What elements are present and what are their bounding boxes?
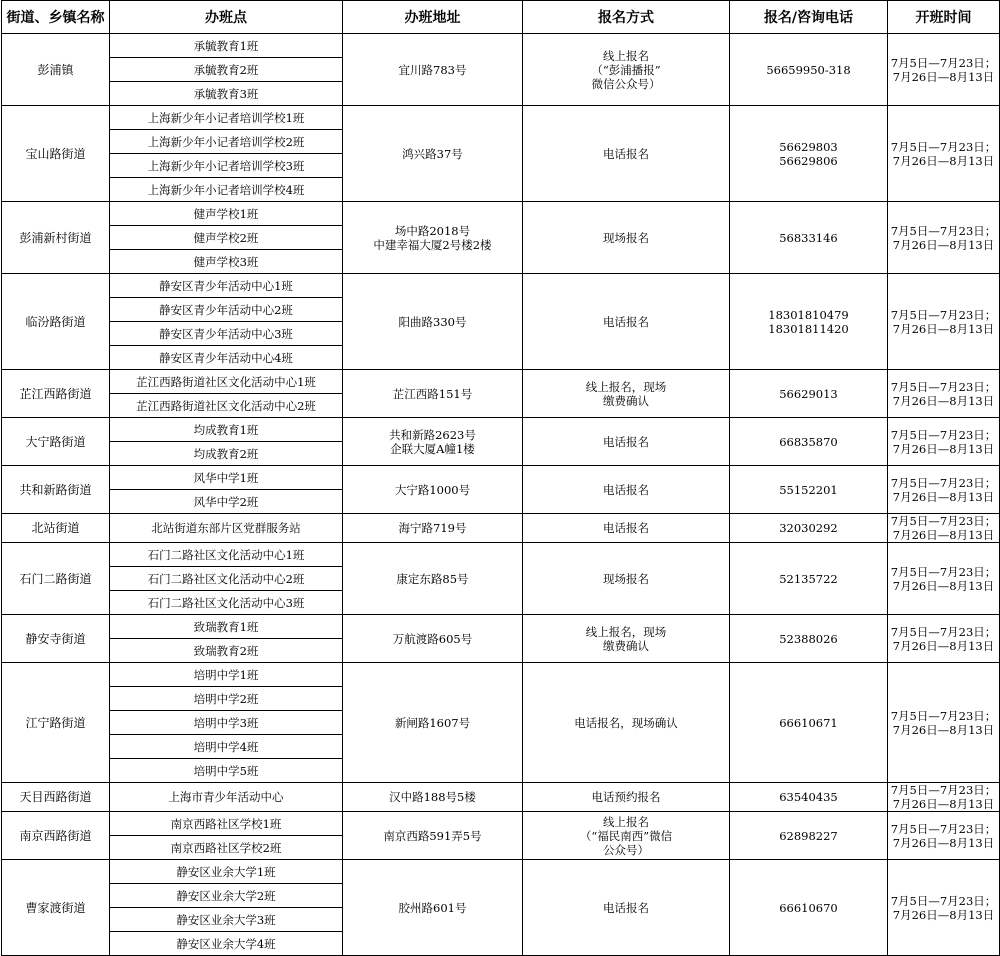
class-location-cell: 培明中学5班 xyxy=(110,759,343,783)
header-class-location: 办班点 xyxy=(110,1,343,34)
district-cell: 天目西路街道 xyxy=(2,783,110,812)
class-location-cell: 静安区业余大学2班 xyxy=(110,884,343,908)
address-cell: 海宁路719号 xyxy=(343,514,523,543)
phone-cell: 32030292 xyxy=(730,514,888,543)
district-cell: 静安寺街道 xyxy=(2,615,110,663)
class-location-cell: 芷江西路街道社区文化活动中心2班 xyxy=(110,394,343,418)
phone-cell: 18301810479 18301811420 xyxy=(730,274,888,370)
district-cell: 曹家渡街道 xyxy=(2,860,110,956)
time-cell: 7月5日—7月23日； 7月26日—8月13日 xyxy=(888,514,1000,543)
time-cell: 7月5日—7月23日； 7月26日—8月13日 xyxy=(888,615,1000,663)
class-location-cell: 健声学校1班 xyxy=(110,202,343,226)
phone-cell: 66610670 xyxy=(730,860,888,956)
method-cell: 电话报名 xyxy=(523,106,730,202)
class-location-cell: 上海新少年小记者培训学校2班 xyxy=(110,130,343,154)
phone-cell: 52388026 xyxy=(730,615,888,663)
table-row xyxy=(2,860,1000,884)
table-row xyxy=(2,663,1000,687)
method-cell: 电话报名 xyxy=(523,466,730,514)
table-row xyxy=(2,202,1000,226)
class-location-cell: 培明中学2班 xyxy=(110,687,343,711)
address-cell: 康定东路85号 xyxy=(343,543,523,615)
class-location-cell: 风华中学1班 xyxy=(110,466,343,490)
table-row xyxy=(2,783,1000,812)
address-cell: 共和新路2623号 企联大厦A幢1楼 xyxy=(343,418,523,466)
phone-cell: 56629803 56629806 xyxy=(730,106,888,202)
method-cell: 现场报名 xyxy=(523,543,730,615)
class-location-cell: 健声学校2班 xyxy=(110,226,343,250)
method-cell: 电话报名，现场确认 xyxy=(523,663,730,783)
time-cell: 7月5日—7月23日； 7月26日—8月13日 xyxy=(888,466,1000,514)
time-cell: 7月5日—7月23日； 7月26日—8月13日 xyxy=(888,370,1000,418)
table-body xyxy=(2,34,1000,956)
district-cell: 彭浦新村街道 xyxy=(2,202,110,274)
class-location-cell: 静安区青少年活动中心2班 xyxy=(110,298,343,322)
table-row xyxy=(2,370,1000,394)
table-row xyxy=(2,543,1000,567)
class-location-cell: 南京西路社区学校2班 xyxy=(110,836,343,860)
class-location-cell: 静安区业余大学1班 xyxy=(110,860,343,884)
class-location-cell: 培明中学3班 xyxy=(110,711,343,735)
class-location-cell: 培明中学4班 xyxy=(110,735,343,759)
district-cell: 共和新路街道 xyxy=(2,466,110,514)
table-row xyxy=(2,514,1000,543)
time-cell: 7月5日—7月23日； 7月26日—8月13日 xyxy=(888,274,1000,370)
district-cell: 大宁路街道 xyxy=(2,418,110,466)
class-location-cell: 石门二路社区文化活动中心2班 xyxy=(110,567,343,591)
method-cell: 电话报名 xyxy=(523,514,730,543)
table-row xyxy=(2,418,1000,442)
address-cell: 芷江西路151号 xyxy=(343,370,523,418)
table-row xyxy=(2,615,1000,639)
method-cell: 电话预约报名 xyxy=(523,783,730,812)
phone-cell: 62898227 xyxy=(730,812,888,860)
address-cell: 场中路2018号 中建幸福大厦2号楼2楼 xyxy=(343,202,523,274)
district-cell: 北站街道 xyxy=(2,514,110,543)
class-location-cell: 北站街道东部片区党群服务站 xyxy=(110,514,343,543)
phone-cell: 56659950-318 xyxy=(730,34,888,106)
phone-cell: 56629013 xyxy=(730,370,888,418)
class-location-cell: 风华中学2班 xyxy=(110,490,343,514)
class-location-cell: 静安区青少年活动中心3班 xyxy=(110,322,343,346)
header-start-time: 开班时间 xyxy=(888,1,1000,34)
phone-cell: 63540435 xyxy=(730,783,888,812)
table-row xyxy=(2,34,1000,58)
method-cell: 电话报名 xyxy=(523,418,730,466)
class-location-cell: 静安区业余大学4班 xyxy=(110,932,343,956)
address-cell: 胶州路601号 xyxy=(343,860,523,956)
header-signup-method: 报名方式 xyxy=(523,1,730,34)
phone-cell: 56833146 xyxy=(730,202,888,274)
header-district: 街道、乡镇名称 xyxy=(2,1,110,34)
class-location-cell: 健声学校3班 xyxy=(110,250,343,274)
class-location-cell: 均成教育2班 xyxy=(110,442,343,466)
time-cell: 7月5日—7月23日； 7月26日—8月13日 xyxy=(888,663,1000,783)
time-cell: 7月5日—7月23日； 7月26日—8月13日 xyxy=(888,106,1000,202)
class-location-cell: 致瑞教育1班 xyxy=(110,615,343,639)
time-cell: 7月5日—7月23日； 7月26日—8月13日 xyxy=(888,202,1000,274)
class-location-cell: 承毓教育2班 xyxy=(110,58,343,82)
method-cell: 线上报名 （“福民南西”微信 公众号） xyxy=(523,812,730,860)
class-location-cell: 培明中学1班 xyxy=(110,663,343,687)
method-cell: 电话报名 xyxy=(523,860,730,956)
class-location-cell: 均成教育1班 xyxy=(110,418,343,442)
class-location-cell: 致瑞教育2班 xyxy=(110,639,343,663)
class-location-cell: 石门二路社区文化活动中心1班 xyxy=(110,543,343,567)
table-row xyxy=(2,812,1000,836)
class-location-cell: 石门二路社区文化活动中心3班 xyxy=(110,591,343,615)
time-cell: 7月5日—7月23日； 7月26日—8月13日 xyxy=(888,812,1000,860)
phone-cell: 66610671 xyxy=(730,663,888,783)
method-cell: 电话报名 xyxy=(523,274,730,370)
address-cell: 鸿兴路37号 xyxy=(343,106,523,202)
district-cell: 临汾路街道 xyxy=(2,274,110,370)
district-cell: 石门二路街道 xyxy=(2,543,110,615)
class-location-cell: 南京西路社区学校1班 xyxy=(110,812,343,836)
class-location-cell: 静安区青少年活动中心4班 xyxy=(110,346,343,370)
header-phone: 报名/咨询电话 xyxy=(730,1,888,34)
district-cell: 彭浦镇 xyxy=(2,34,110,106)
phone-cell: 55152201 xyxy=(730,466,888,514)
class-location-cell: 上海新少年小记者培训学校4班 xyxy=(110,178,343,202)
district-cell: 宝山路街道 xyxy=(2,106,110,202)
address-cell: 宜川路783号 xyxy=(343,34,523,106)
time-cell: 7月5日—7月23日； 7月26日—8月13日 xyxy=(888,34,1000,106)
class-location-cell: 承毓教育1班 xyxy=(110,34,343,58)
class-schedule-table xyxy=(1,0,1000,956)
address-cell: 南京西路591弄5号 xyxy=(343,812,523,860)
header-row xyxy=(2,1,1000,34)
time-cell: 7月5日—7月23日； 7月26日—8月13日 xyxy=(888,418,1000,466)
time-cell: 7月5日—7月23日； 7月26日—8月13日 xyxy=(888,783,1000,812)
class-location-cell: 静安区青少年活动中心1班 xyxy=(110,274,343,298)
address-cell: 阳曲路330号 xyxy=(343,274,523,370)
table-row xyxy=(2,106,1000,130)
method-cell: 线上报名，现场 缴费确认 xyxy=(523,615,730,663)
class-location-cell: 上海市青少年活动中心 xyxy=(110,783,343,812)
header-address: 办班地址 xyxy=(343,1,523,34)
class-location-cell: 上海新少年小记者培训学校1班 xyxy=(110,106,343,130)
class-location-cell: 上海新少年小记者培训学校3班 xyxy=(110,154,343,178)
class-location-cell: 承毓教育3班 xyxy=(110,82,343,106)
class-location-cell: 芷江西路街道社区文化活动中心1班 xyxy=(110,370,343,394)
phone-cell: 66835870 xyxy=(730,418,888,466)
address-cell: 大宁路1000号 xyxy=(343,466,523,514)
district-cell: 江宁路街道 xyxy=(2,663,110,783)
class-location-cell: 静安区业余大学3班 xyxy=(110,908,343,932)
district-cell: 南京西路街道 xyxy=(2,812,110,860)
method-cell: 线上报名 （“彭浦播报” 微信公众号） xyxy=(523,34,730,106)
address-cell: 万航渡路605号 xyxy=(343,615,523,663)
method-cell: 线上报名，现场 缴费确认 xyxy=(523,370,730,418)
address-cell: 新闸路1607号 xyxy=(343,663,523,783)
table-row xyxy=(2,274,1000,298)
time-cell: 7月5日—7月23日； 7月26日—8月13日 xyxy=(888,543,1000,615)
method-cell: 现场报名 xyxy=(523,202,730,274)
time-cell: 7月5日—7月23日； 7月26日—8月13日 xyxy=(888,860,1000,956)
district-cell: 芷江西路街道 xyxy=(2,370,110,418)
phone-cell: 52135722 xyxy=(730,543,888,615)
table-row xyxy=(2,466,1000,490)
address-cell: 汉中路188号5楼 xyxy=(343,783,523,812)
